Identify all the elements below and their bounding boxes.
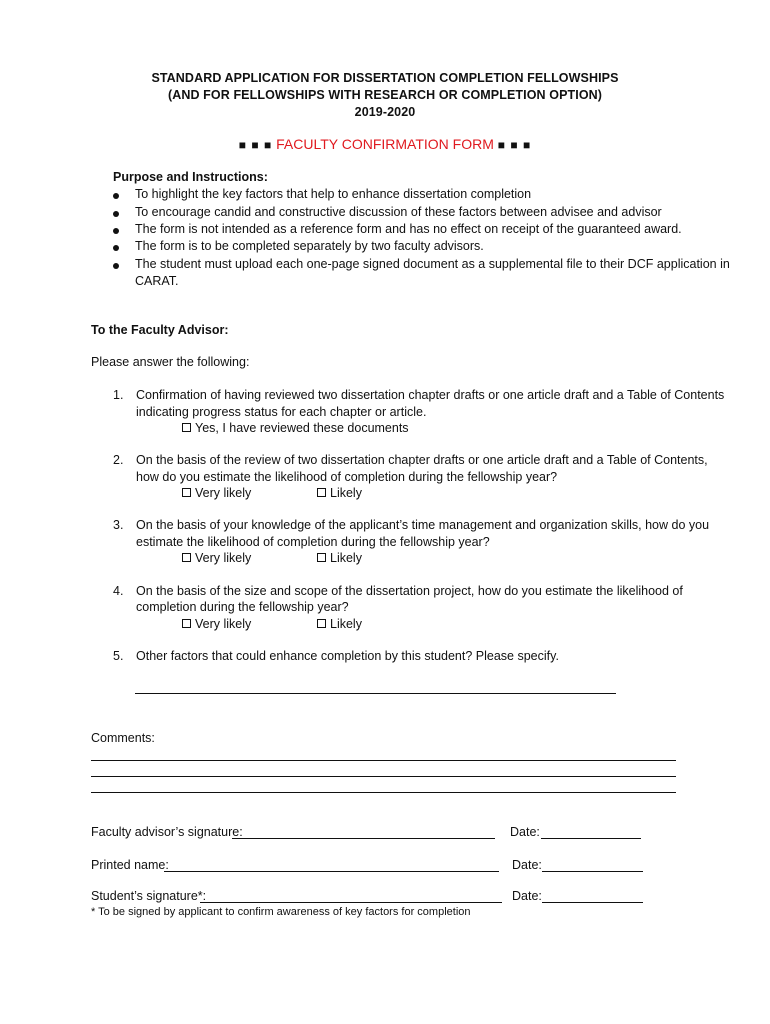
- purpose-bullet-5: The student must upload each one-page signed document as a supplemental file to their DCF application in: [135, 257, 730, 271]
- question-2-option-very-likely[interactable]: Very likely: [182, 486, 251, 500]
- checkbox-icon[interactable]: [317, 619, 326, 628]
- checkbox-icon[interactable]: [317, 488, 326, 497]
- question-4-text-cont: completion during the fellowship year?: [136, 600, 349, 614]
- student-signature-line[interactable]: [200, 902, 502, 903]
- advisor-signature-line[interactable]: [232, 838, 495, 839]
- advisor-date-line[interactable]: [541, 838, 641, 839]
- advisor-heading: To the Faculty Advisor:: [91, 323, 229, 337]
- question-5-answer-line[interactable]: [135, 693, 616, 694]
- comments-label: Comments:: [91, 731, 155, 745]
- form-name-heading: [0, 136, 770, 152]
- question-2-text-cont: how do you estimate the likelihood of completion during the fellowship year?: [136, 470, 558, 484]
- purpose-bullet-1: To highlight the key factors that help to enhance dissertation completion: [135, 187, 532, 201]
- question-3-text: On the basis of your knowledge of the applicant’s time management and organization skills, how do you: [136, 518, 710, 532]
- student-signature-label: Student’s signature*:: [91, 889, 207, 903]
- advisor-date-label: Date:: [510, 825, 540, 839]
- advisor-intro: Please answer the following:: [91, 355, 250, 369]
- question-number: 4.: [113, 584, 124, 598]
- checkbox-icon[interactable]: [182, 619, 191, 628]
- question-5-text: Other factors that could enhance completion by this student? Please specify.: [136, 649, 559, 663]
- question-1-text: Confirmation of having reviewed two dissertation chapter drafts or one article draft and a Table of Contents: [136, 388, 725, 402]
- purpose-bullet-3: The form is not intended as a reference form and has no effect on receipt of the guaranteed award.: [135, 222, 682, 236]
- form-title-line2: (AND FOR FELLOWSHIPS WITH RESEARCH OR COMPLETION OPTION): [167, 88, 603, 102]
- checkbox-icon[interactable]: [182, 553, 191, 562]
- student-date-line[interactable]: [542, 902, 643, 903]
- comments-line-1[interactable]: [91, 760, 676, 761]
- question-4-option-very-likely[interactable]: Very likely: [182, 617, 251, 631]
- question-3-text-cont: estimate the likelihood of completion during the fellowship year?: [136, 535, 490, 549]
- form-name: FACULTY CONFIRMATION FORM: [276, 136, 494, 152]
- decorative-squares-right: ■ ■ ■: [497, 138, 532, 152]
- bullet-icon: [113, 228, 119, 234]
- checkbox-icon[interactable]: [182, 488, 191, 497]
- advisor-signature-label: Faculty advisor’s signature:: [91, 825, 243, 839]
- purpose-bullet-5-cont: CARAT.: [135, 274, 179, 288]
- question-1-text-cont: indicating progress status for each chapter or article.: [136, 405, 427, 419]
- purpose-heading: Purpose and Instructions:: [113, 170, 268, 184]
- checkbox-icon[interactable]: [317, 553, 326, 562]
- question-number: 2.: [113, 453, 124, 467]
- bullet-icon: [113, 193, 119, 199]
- question-1-option-yes[interactable]: Yes, I have reviewed these documents: [182, 421, 409, 435]
- printed-date-line[interactable]: [542, 871, 643, 872]
- question-2-option-likely[interactable]: Likely: [317, 486, 362, 500]
- form-year: 2019-2020: [354, 105, 416, 119]
- purpose-bullet-4: The form is to be completed separately by two faculty advisors.: [135, 239, 484, 253]
- bullet-icon: [113, 245, 119, 251]
- form-title-line1: STANDARD APPLICATION FOR DISSERTATION COMPLETION FELLOWSHIPS: [151, 71, 619, 85]
- bullet-icon: [113, 211, 119, 217]
- signature-footnote: * To be signed by applicant to confirm awareness of key factors for completion: [91, 906, 471, 918]
- question-4-text: On the basis of the size and scope of the dissertation project, how do you estimate the likelihood of: [136, 584, 683, 598]
- printed-date-label: Date:: [512, 858, 542, 872]
- question-4-option-likely[interactable]: Likely: [317, 617, 362, 631]
- question-number: 3.: [113, 518, 124, 532]
- purpose-bullet-2: To encourage candid and constructive discussion of these factors between advisee and advisor: [135, 205, 662, 219]
- printed-name-label: Printed name:: [91, 858, 169, 872]
- comments-line-2[interactable]: [91, 776, 676, 777]
- checkbox-icon[interactable]: [182, 423, 191, 432]
- printed-name-line[interactable]: [164, 871, 499, 872]
- decorative-squares-left: ■ ■ ■: [238, 138, 273, 152]
- question-2-text: On the basis of the review of two dissertation chapter drafts or one article draft and a Table of Contents,: [136, 453, 708, 467]
- question-number: 5.: [113, 649, 124, 663]
- bullet-icon: [113, 263, 119, 269]
- comments-line-3[interactable]: [91, 792, 676, 793]
- question-number: 1.: [113, 388, 124, 402]
- question-3-option-very-likely[interactable]: Very likely: [182, 551, 251, 565]
- question-3-option-likely[interactable]: Likely: [317, 551, 362, 565]
- student-date-label: Date:: [512, 889, 542, 903]
